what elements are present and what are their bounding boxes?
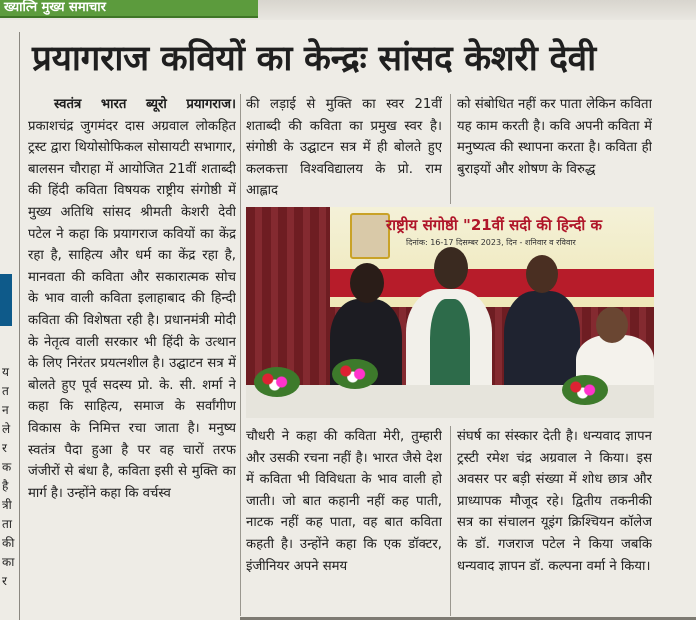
left-fragment: त	[2, 384, 9, 398]
left-fragment: न	[2, 403, 9, 417]
article-column-1	[28, 94, 236, 616]
photo-portrait	[350, 213, 390, 259]
adjacent-column-bar	[0, 274, 12, 326]
article-text-col3-bottom: संघर्ष का संस्कार देती है। धन्यवाद ज्ञापन ट्रस्टी रमेश चंद्र अग्रवाल ने किया। इस अवसर पर बड़ी संख्या में शोध छात्र और प्राध्यापक मौजूद रहे। द्वितीय तकनीकी सत्र का संचालन यूइंग क्रिश्चियन कॉलेज के डॉ. गजराज पटेल ने किया जबकि धन्यवाद ज्ञापन डॉ. कल्पना वर्मा ने किया।	[457, 429, 652, 574]
photo-banner-title: राष्ट्रीय संगोष्ठी "21वीं सदी की हिन्दी क	[386, 216, 603, 234]
photo-flowers	[254, 367, 300, 397]
column-divider	[19, 32, 20, 620]
section-banner: ख्यात्नि मुख्य समाचार	[0, 0, 258, 18]
photo-person-head	[350, 263, 384, 303]
left-fragment: है	[2, 479, 9, 493]
headline: प्रयागराज कवियों का केन्द्रः सांसद केशरी देवी	[32, 39, 596, 79]
photo-person-head	[596, 307, 628, 343]
photo-flowers	[562, 375, 608, 405]
photo-person-head	[526, 255, 558, 293]
column-divider	[240, 94, 241, 616]
byline: स्वतंत्र भारत ब्यूरो प्रयागराज।	[54, 97, 236, 112]
event-photo	[246, 207, 654, 418]
article-text-col3-top: को संबोधित नहीं कर पाता लेकिन कविता यह काम करती है। कवि अपनी कविता में मनुष्यत्व की स्थापना करता है। कविता ही बुराइयों और शोषण के विरुद्ध	[457, 97, 652, 177]
left-fragment: का	[2, 555, 15, 569]
column-divider	[450, 94, 451, 204]
left-fragment: की	[2, 536, 15, 550]
column-divider	[450, 426, 451, 616]
article-text-col2-bottom: चौधरी ने कहा की कविता मेरी, तुम्हारी और उसकी रचना नहीं है। भारत जैसे देश में कविता भी विविधता के भाव वाली हो जाती। जो बात कहानी नहीं कह पाती, नाटक नहीं कह पाता, वह बात कविता कहती है। उन्होंने कहा कि एक डॉक्टर, इंजीनियर अपने समय	[246, 429, 442, 574]
left-fragment: ता	[2, 517, 12, 531]
photo-person-saree	[430, 299, 470, 397]
left-fragment: र	[2, 574, 7, 588]
left-fragment: त्री	[2, 498, 12, 512]
left-fragment: य	[2, 365, 9, 379]
left-fragment: क	[2, 460, 12, 474]
photo-banner-date: दिनांक: 16-17 दिसम्बर 2023, दिन - शनिवार व रविवार	[406, 238, 576, 247]
adjacent-column-fragment	[0, 36, 16, 620]
article-text-col2-top: की लड़ाई से मुक्ति का स्वर 21वीं शताब्दी की कविता का प्रमुख स्वर है। संगोष्ठी के उद्घाटन सत्र में ही बोलते हुए कलकत्ता विश्वविद्यालय के प्रो. राम आह्लाद	[246, 97, 442, 199]
photo-flowers	[332, 359, 378, 389]
photo-person-head	[434, 247, 468, 289]
left-fragment: ले	[2, 422, 11, 436]
left-fragment: र	[2, 441, 7, 455]
article-text-col1: प्रकाशचंद्र जुगमंदर दास अग्रवाल लोकहित ट्रस्ट द्वारा थियोसोफिकल सोसायटी सभागार, बालसन चौराहा में आयोजित 21वीं शताब्दी की हिंदी कविता विषयक राष्ट्रीय संगोष्ठी में मुख्य अतिथि सांसद श्रीमती केशरी देवी पटेल ने कहा कि प्रयागराज कवियों का केंद्र रहा है, साहित्य और धर्म का केंद्र रहा है, मानवता की कविता और सकारात्मक सोच के भाव वाली कविता इलाहाबाद की हिन्दी कविता की विशेषता रही है। प्रधानमंत्री मोदी के नेतृत्व वाली सरकार भी हिंदी के उत्थान के लिए निरंतर प्रयत्नशील है। उद्घाटन सत्र में बोलते हुए पूर्व सदस्य प्रो. के. सी. शर्मा ने कहा कि साहित्य, समाज के सर्वांगीण विकास के निमित्त रचा जाता है। मनुष्य स्वतंत्र पैदा हुआ है पर वह चारों तरफ जंजीरों से बंधा है, कविता इसी से मुक्ति का मार्ग है। उन्होंने कहा कि वर्चस्व	[28, 118, 236, 501]
